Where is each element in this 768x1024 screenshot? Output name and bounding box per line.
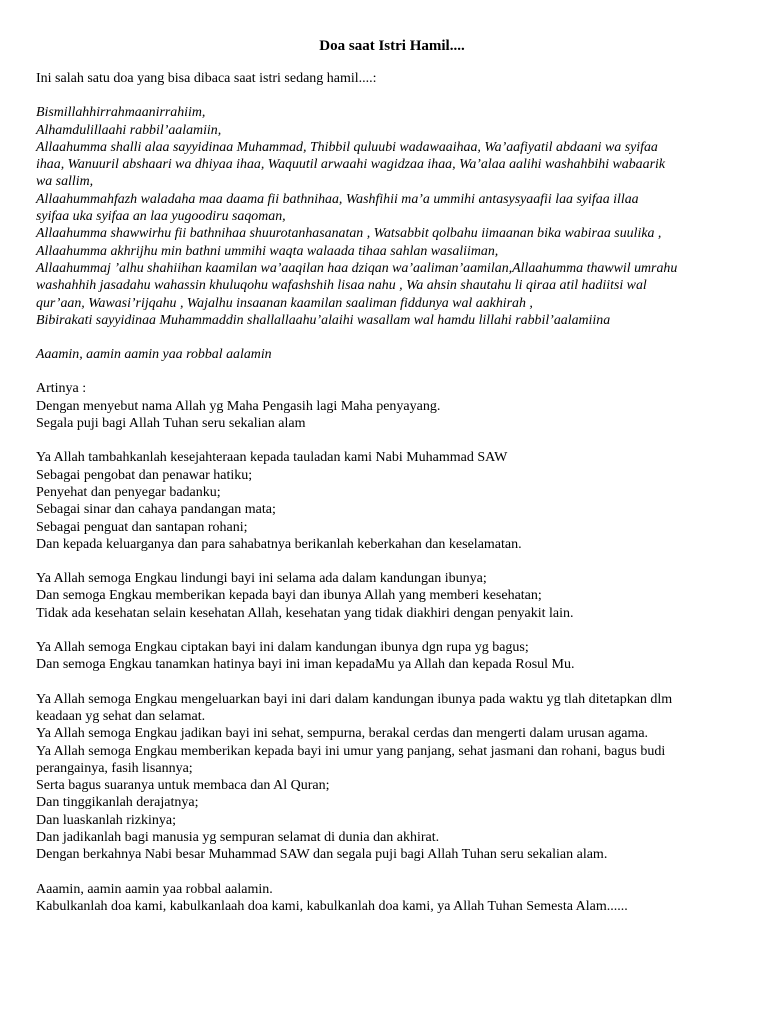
translation-line: Ya Allah semoga Engkau mengeluarkan bayi ini dari dalam kandungan ibunya pada waktu yg tlah ditetapkan dlm [36,691,673,707]
artinya-paragraph [36,380,748,432]
translation-line: Sebagai sinar dan cahaya pandangan mata; [36,502,276,518]
translation-paragraph-5 [36,691,748,864]
amin-paragraph [36,346,748,363]
translation-line: perangainya, fasih lisannya; [36,760,193,776]
transliteration-paragraph [36,104,748,329]
document-page [36,36,748,932]
closing-paragraph [36,881,748,916]
closing-line: Aaamin, aamin aamin yaa robbal aalamin. [36,881,273,897]
translation-paragraph-4 [36,639,748,674]
translation-line: Dengan berkahnya Nabi besar Muhammad SAW dan segala puji bagi Allah Tuhan seru sekalian alam. [36,847,608,863]
transliteration-line: wa sallim, [36,174,94,190]
transliteration-line: qur’aan, Wawasi’rijqahu , Wajalhu insaanan kaamilan saaliman fiddunya wal aakhirah , [36,295,533,311]
translation-line: Penyehat dan penyegar badanku; [36,484,221,500]
translation-line: Sebagai pengobat dan penawar hatiku; [36,467,253,483]
translation-line: Dan kepada keluarganya dan para sahabatnya berikanlah keberkahan dan keselamatan. [36,536,522,552]
transliteration-line: syifaa uka syifaa an laa yugoodiru saqoman, [36,209,286,225]
transliteration-line: Alhamdulillaahi rabbil’aalamiin, [36,122,222,138]
transliteration-line: Bibirakati sayyidinaa Muhammaddin shallallaahu’alaihi wasallam wal hamdu lillahi rabbil’aalamiina [36,312,611,328]
translation-line: Dan tinggikanlah derajatnya; [36,795,199,811]
translation-line: Dan luaskanlah rizkinya; [36,812,176,828]
translation-line: Serta bagus suaranya untuk membaca dan Al Quran; [36,778,330,794]
document-title: Doa saat Istri Hamil.... [319,38,465,54]
translation-line: Dan semoga Engkau memberikan kepada bayi dan ibunya Allah yang memberi kesehatan; [36,588,542,604]
amin-line: Aaamin, aamin aamin yaa robbal aalamin [36,347,272,363]
intro-paragraph [36,70,748,87]
translation-line: Ya Allah semoga Engkau ciptakan bayi ini dalam kandungan ibunya dgn rupa yg bagus; [36,640,529,656]
artinya-line: Dengan menyebut nama Allah yg Maha Pengasih lagi Maha penyayang. [36,398,441,414]
translation-line: Tidak ada kesehatan selain kesehatan Allah, kesehatan yang tidak diakhiri dengan penyakit lain. [36,605,574,621]
transliteration-line: ihaa, Wanuuril abshaari wa dhiyaa ihaa, Waquutil arwaahi wagidzaa ihaa, Wa’alaa aalihi washahbihi wabaarik [36,157,665,173]
artinya-line: Artinya : [36,381,87,397]
artinya-line: Segala puji bagi Allah Tuhan seru sekalian alam [36,416,306,432]
translation-paragraph-3 [36,570,748,622]
transliteration-line: Allaahumma shalli alaa sayyidinaa Muhammad, Thibbil quluubi wadawaaihaa, Wa’aafiyatil abdaani wa syifaa [36,139,658,155]
transliteration-line: Allaahummahfazh waladaha maa daama fii bathnihaa, Washfihii ma’a ummihi antasysyaafii laa syifaa illaa [36,191,639,207]
translation-line: Ya Allah semoga Engkau memberikan kepada bayi ini umur yang panjang, sehat jasmani dan rohani, bagus budi [36,743,666,759]
intro-line: Ini salah satu doa yang bisa dibaca saat istri sedang hamil....: [36,71,377,86]
translation-line: keadaan yg sehat dan selamat. [36,708,206,724]
translation-line: Ya Allah tambahkanlah kesejahteraan kepada tauladan kami Nabi Muhammad SAW [36,450,508,466]
translation-line: Sebagai penguat dan santapan rohani; [36,519,248,535]
translation-paragraph-2 [36,449,748,553]
transliteration-line: Bismillahhirrahmaanirrahiim, [36,105,206,121]
translation-line: Dan jadikanlah bagi manusia yg sempuran selamat di dunia dan akhirat. [36,829,440,845]
transliteration-line: Allaahumma shawwirhu fii bathnihaa shuurotanhasanatan , Watsabbit qolbahu iimaanan bika wabiraa suulika , [36,226,662,242]
transliteration-line: washahhih jasadahu wahassin khuluqohu wafashshih lisaa nahu , Wa ahsin shautahu li qiraa atil hadiitsi wal [36,278,647,294]
transliteration-line: Allaahummaj ’alhu shahiihan kaamilan wa’aaqilan haa dziqan wa’aaliman’aamilan,Allaahumma thawwil umrahu [36,260,678,276]
translation-line: Dan semoga Engkau tanamkan hatinya bayi ini iman kepadaMu ya Allah dan kepada Rosul Mu. [36,657,575,673]
closing-line: Kabulkanlah doa kami, kabulkanlaah doa kami, kabulkanlah doa kami, ya Allah Tuhan Semesta Alam...... [36,898,628,914]
translation-line: Ya Allah semoga Engkau jadikan bayi ini sehat, sempurna, berakal cerdas dan mengerti dalam urusan agama. [36,726,649,742]
transliteration-line: Allaahumma akhrijhu min bathni ummihi waqta walaada tihaa sahlan wasaliiman, [36,243,499,259]
translation-line: Ya Allah semoga Engkau lindungi bayi ini selama ada dalam kandungan ibunya; [36,571,487,587]
